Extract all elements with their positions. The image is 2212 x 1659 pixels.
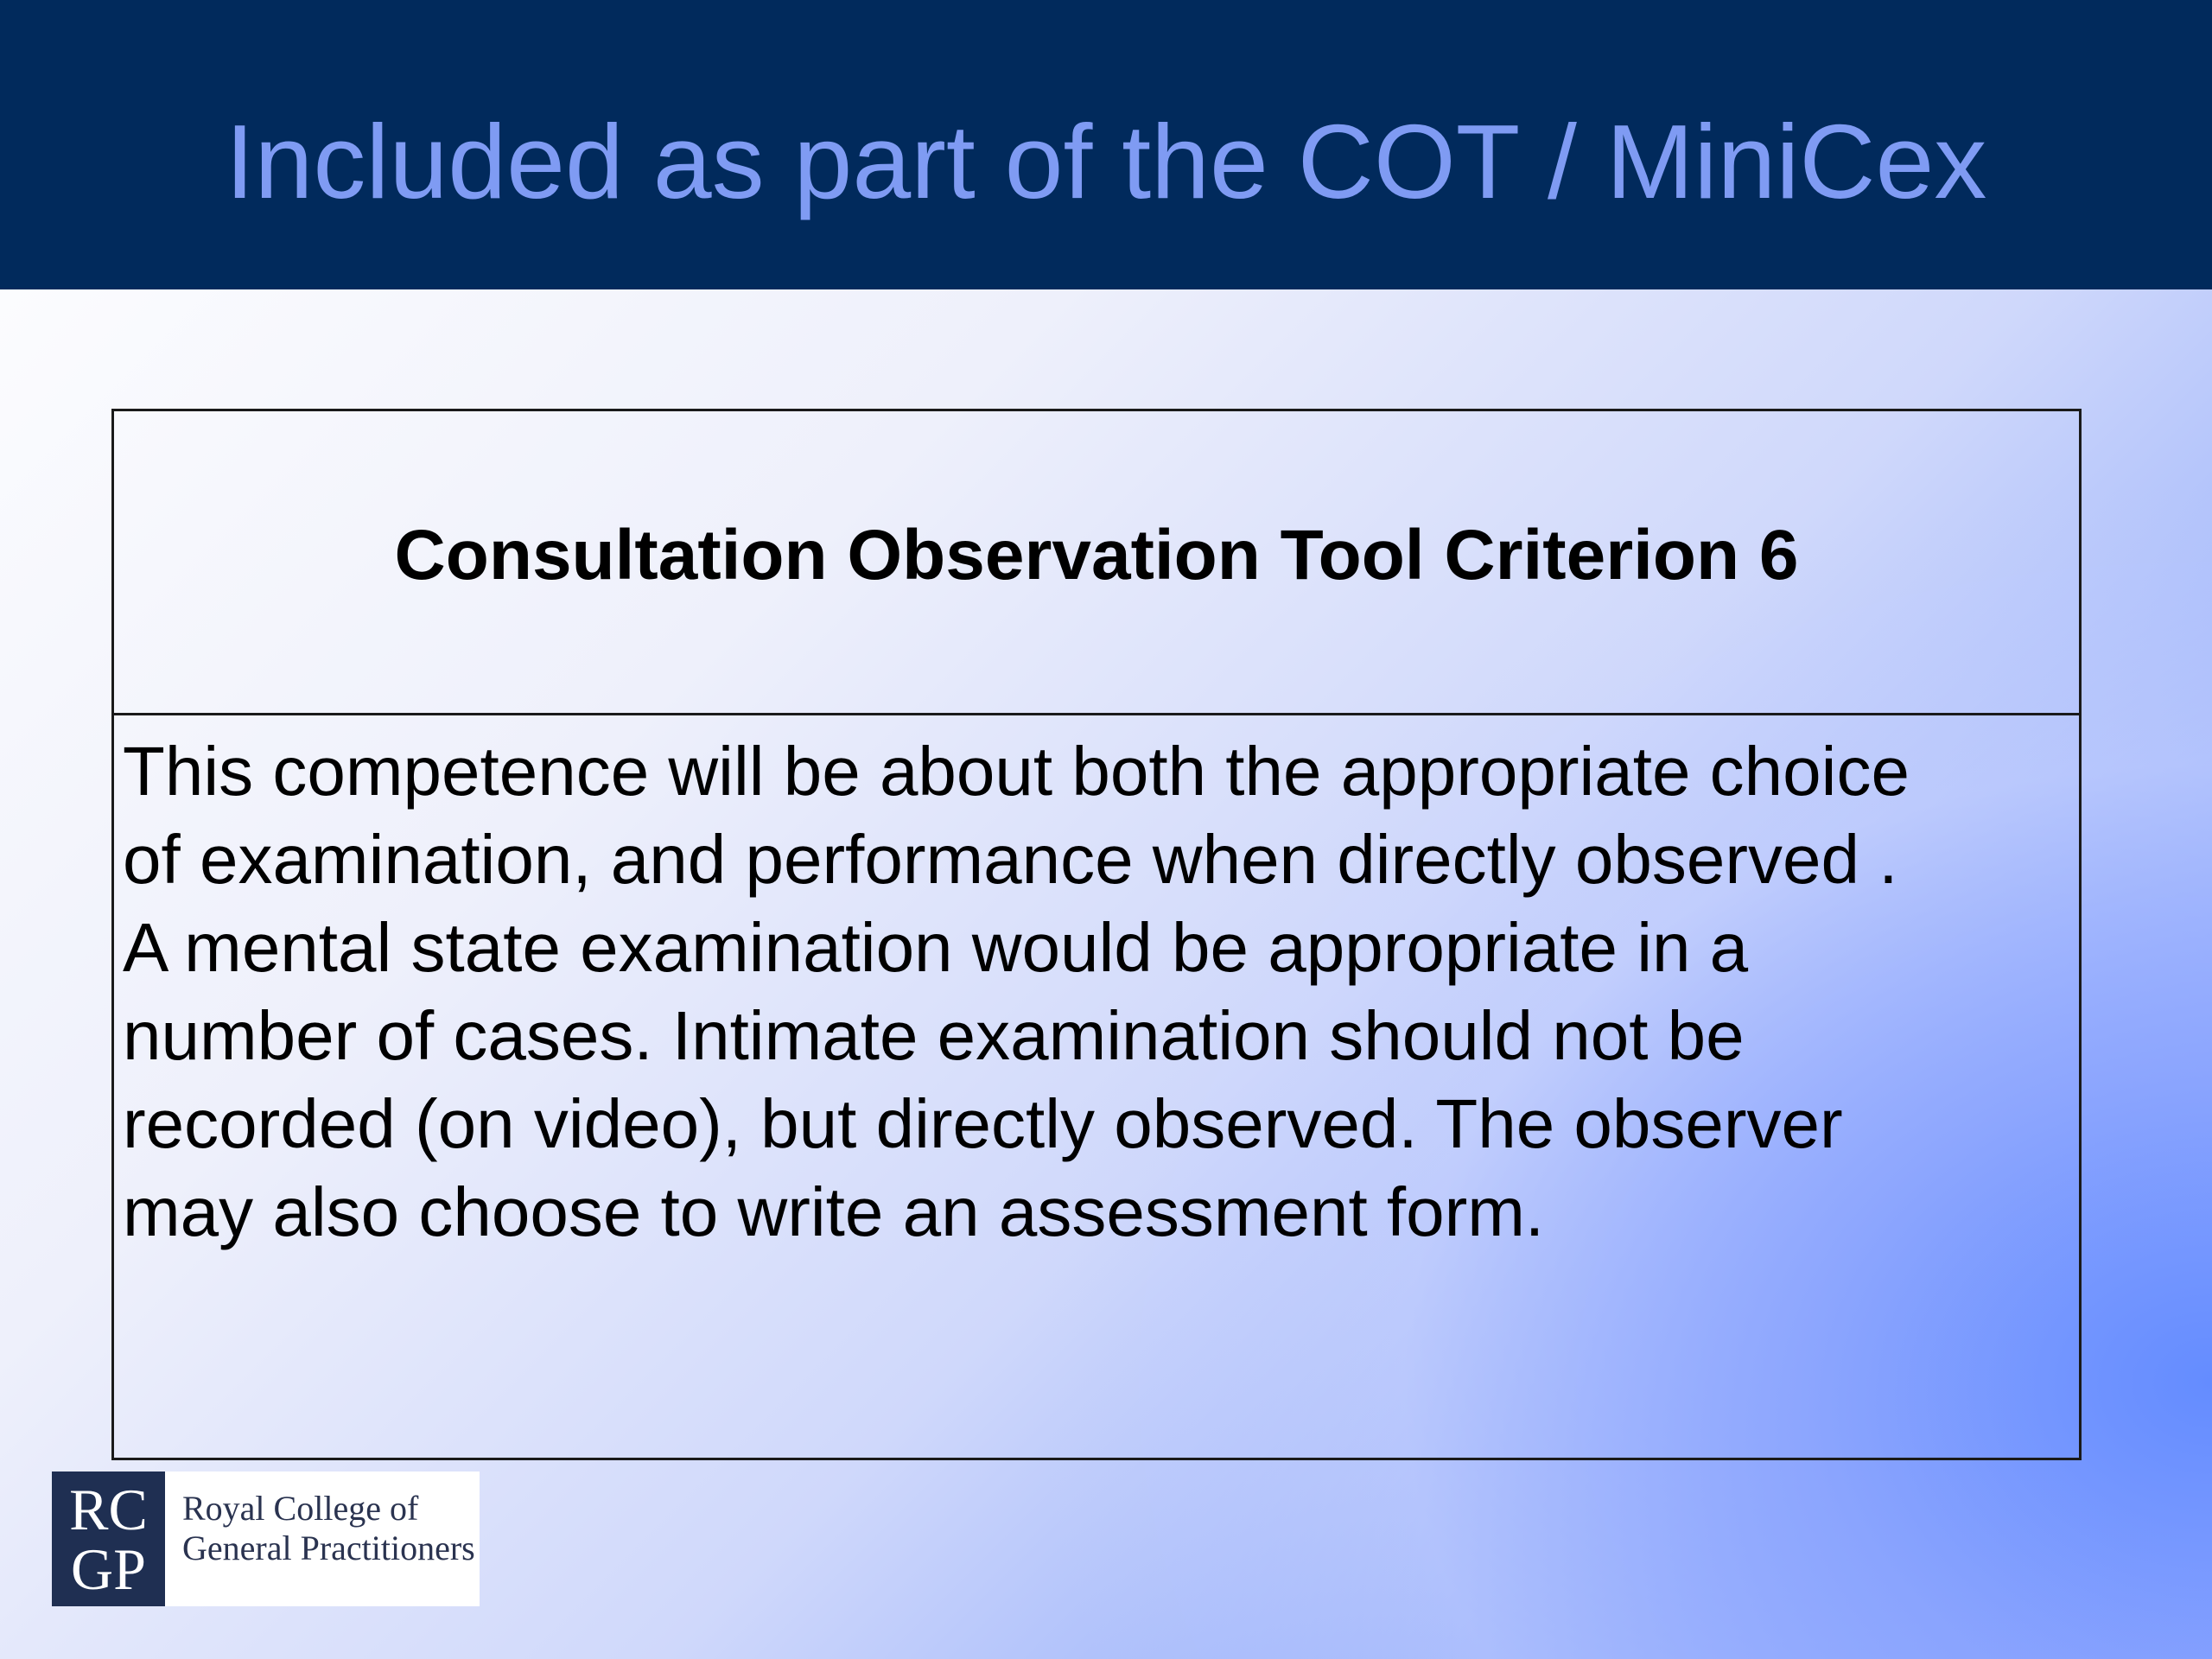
criterion-body-line: of examination, and performance when directly observed . [123,821,1898,898]
criterion-body-line: A mental state examination would be appropriate in a [123,909,1749,986]
criterion-body-line: recorded (on video), but directly observed. The observer [123,1085,1843,1162]
criterion-body-line: number of cases. Intimate examination should not be [123,997,1745,1074]
logo-mark-top: RC [69,1477,148,1542]
logo-name-line2: General Practitioners [182,1529,475,1567]
criterion-body-line: This competence will be about both the appropriate choice [123,733,1910,810]
criterion-heading: Consultation Observation Tool Criterion 6 [394,516,1799,594]
criterion-table [111,409,2082,1460]
logo-organisation-name [182,1489,475,1568]
logo-mark-bottom: GP [71,1536,146,1602]
logo-name-line1: Royal College of [182,1489,419,1528]
criterion-heading-cell [114,411,2079,715]
slide-title: Included as part of the COT / MiniCex [225,103,1987,220]
title-bar [0,0,2212,289]
criterion-body [123,728,2067,1256]
rcgp-logo-mark [52,1471,165,1606]
criterion-body-line: may also choose to write an assessment form. [123,1173,1545,1250]
rcgp-logo [52,1471,480,1606]
